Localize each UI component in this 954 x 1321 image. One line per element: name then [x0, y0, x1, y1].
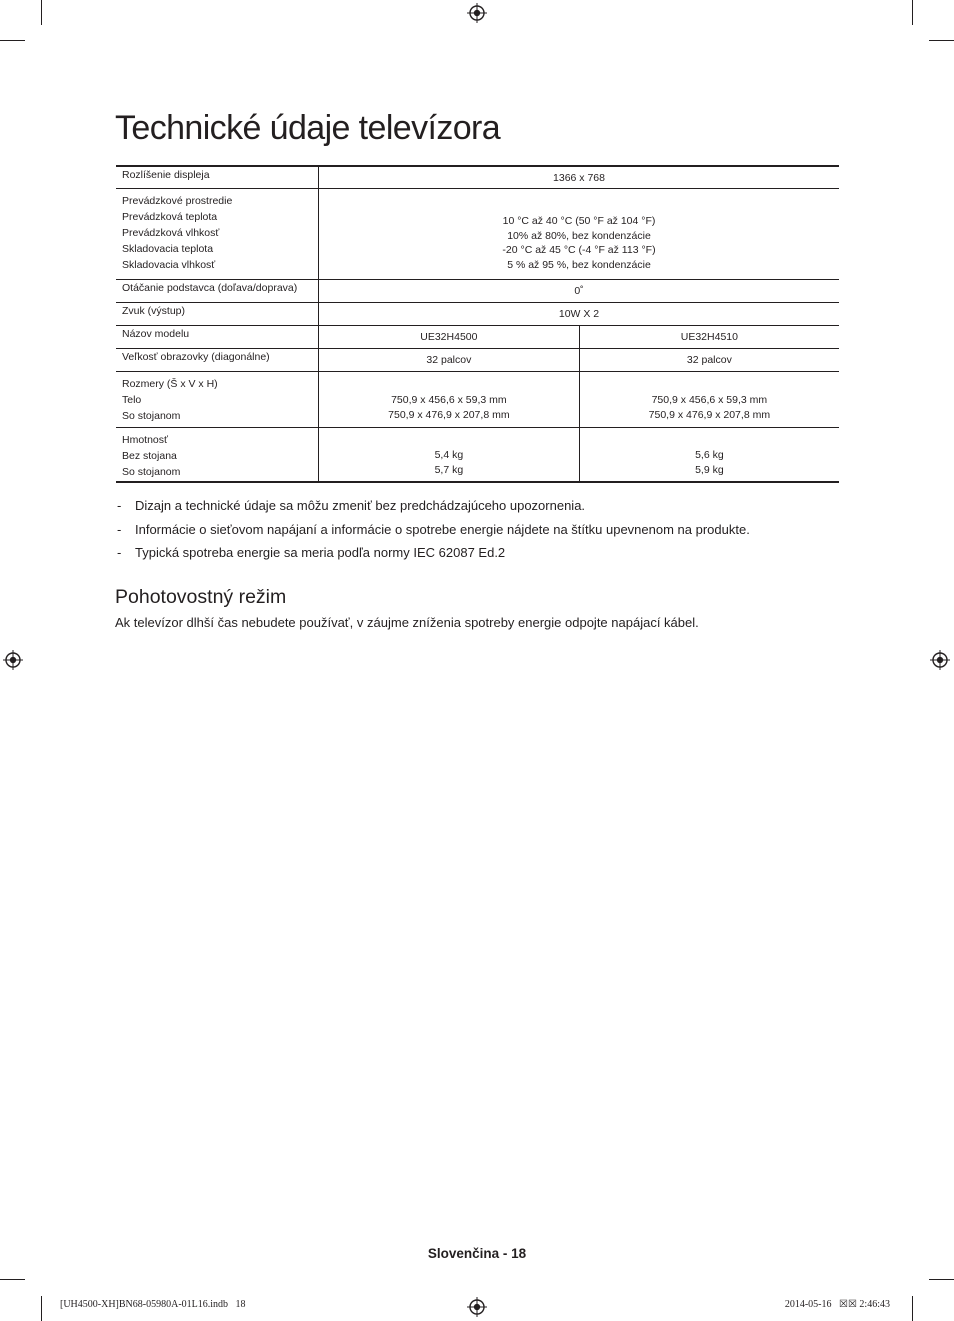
registration-mark-icon — [467, 1297, 487, 1317]
registration-mark-icon — [930, 650, 950, 670]
crop-mark — [912, 1296, 913, 1321]
dimensions-stand-label: So stojanom — [122, 410, 181, 422]
dimensions-stand-value: 750,9 x 476,9 x 207,8 mm — [388, 408, 510, 421]
env-value-storage-humidity: 5 % až 95 %, bez kondenzácie — [507, 258, 651, 271]
bullet: - — [117, 545, 122, 560]
spec-value: 0˚ — [319, 280, 840, 303]
note-text: Dizajn a technické údaje sa môžu zmeniť bez predchádzajúceho upozornenia. — [135, 498, 586, 513]
spec-label: Názov modelu — [116, 326, 319, 349]
section-paragraph: Ak televízor dlhší čas nebudete používať, v záujme zníženia spotreby energie odpojte napájací kábel. — [115, 615, 699, 630]
list-item — [117, 498, 750, 522]
crop-mark — [0, 40, 25, 41]
footer-datetime: 2014-05-16 ☒☒ 2:46:43 — [784, 1299, 890, 1310]
spec-value: 10W X 2 — [319, 303, 840, 326]
crop-mark — [929, 40, 954, 41]
spec-label — [116, 372, 319, 428]
screen-size-value: 32 palcov — [319, 349, 580, 372]
registration-mark-icon — [467, 3, 487, 23]
crop-mark — [912, 0, 913, 25]
dimensions-stand-value: 750,9 x 476,9 x 207,8 mm — [648, 408, 771, 421]
table-row — [116, 349, 839, 372]
spec-label — [116, 189, 319, 280]
spec-label: Zvuk (výstup) — [116, 303, 319, 326]
page-number: Slovenčina - 18 — [427, 1246, 527, 1261]
spec-label: Otáčanie podstavca (doľava/doprava) — [116, 280, 319, 303]
spec-table — [116, 165, 839, 483]
table-row — [116, 372, 839, 428]
spec-label: Rozlíšenie displeja — [116, 166, 319, 189]
dimensions-label: Rozmery (Š x V x H) — [122, 378, 218, 390]
crop-mark — [0, 1279, 25, 1280]
note-text: Typická spotreba energie sa meria podľa normy IEC 62087 Ed.2 — [135, 545, 506, 560]
weight-stand-value: 5,9 kg — [695, 463, 724, 476]
table-row — [116, 303, 839, 326]
env-label-op-temp: Prevádzková teplota — [122, 211, 218, 223]
weight-stand-value: 5,7 kg — [434, 463, 464, 476]
dimensions-value — [579, 372, 839, 428]
page-title: Technické údaje televízora — [115, 109, 501, 147]
weight-stand-label: So stojanom — [122, 466, 181, 478]
model-value: UE32H4510 — [579, 326, 839, 349]
env-label-storage-temp: Skladovacia teplota — [122, 243, 214, 255]
table-row — [116, 326, 839, 349]
footer-file-info: [UH4500-XH]BN68-05980A-01L16.indb 18 — [60, 1299, 246, 1310]
section-heading: Pohotovostný režim — [115, 586, 287, 608]
weight-no-stand-value: 5,4 kg — [434, 449, 464, 461]
model-value: UE32H4500 — [319, 326, 580, 349]
dimensions-body-value: 750,9 x 456,6 x 59,3 mm — [391, 394, 507, 406]
dimensions-body-value: 750,9 x 456,6 x 59,3 mm — [651, 394, 768, 406]
spec-value — [319, 189, 840, 280]
bullet: - — [117, 521, 122, 537]
weight-value — [579, 428, 839, 483]
bullet: - — [117, 498, 122, 513]
weight-label: Hmotnosť — [122, 434, 168, 446]
list-item — [117, 522, 750, 546]
env-value-op-humidity: 10% až 80%, bez kondenzácie — [507, 229, 651, 242]
dimensions-value — [319, 372, 580, 428]
registration-mark-icon — [3, 650, 23, 670]
weight-value — [319, 428, 580, 483]
env-value-storage-temp: -20 °C až 45 °C (-4 °F až 113 °F) — [502, 244, 656, 257]
table-row — [116, 189, 839, 280]
table-row — [116, 166, 839, 189]
table-row — [116, 428, 839, 483]
note-text: Informácie o sieťovom napájaní a informácie o spotrebe energie nájdete na štítku upevnenom na produkte. — [135, 521, 750, 537]
env-value-op-temp: 10 °C až 40 °C (50 °F až 104 °F) — [502, 215, 656, 227]
env-label-storage-humidity: Skladovacia vlhkosť — [122, 259, 216, 271]
dimensions-body-label: Telo — [122, 394, 142, 406]
notes-list — [117, 498, 750, 569]
crop-mark — [929, 1279, 954, 1280]
spec-value: 1366 x 768 — [553, 171, 605, 184]
spec-label — [116, 428, 319, 483]
list-item — [117, 545, 750, 569]
table-row — [116, 280, 839, 303]
weight-no-stand-value: 5,6 kg — [695, 449, 724, 461]
env-label-heading: Prevádzkové prostredie — [122, 195, 233, 207]
crop-mark — [41, 0, 42, 25]
env-label-op-humidity: Prevádzková vlhkosť — [122, 227, 220, 239]
screen-size-value: 32 palcov — [579, 349, 839, 372]
spec-label: Veľkosť obrazovky (diagonálne) — [116, 349, 319, 372]
weight-no-stand-label: Bez stojana — [122, 450, 177, 462]
crop-mark — [41, 1296, 42, 1321]
